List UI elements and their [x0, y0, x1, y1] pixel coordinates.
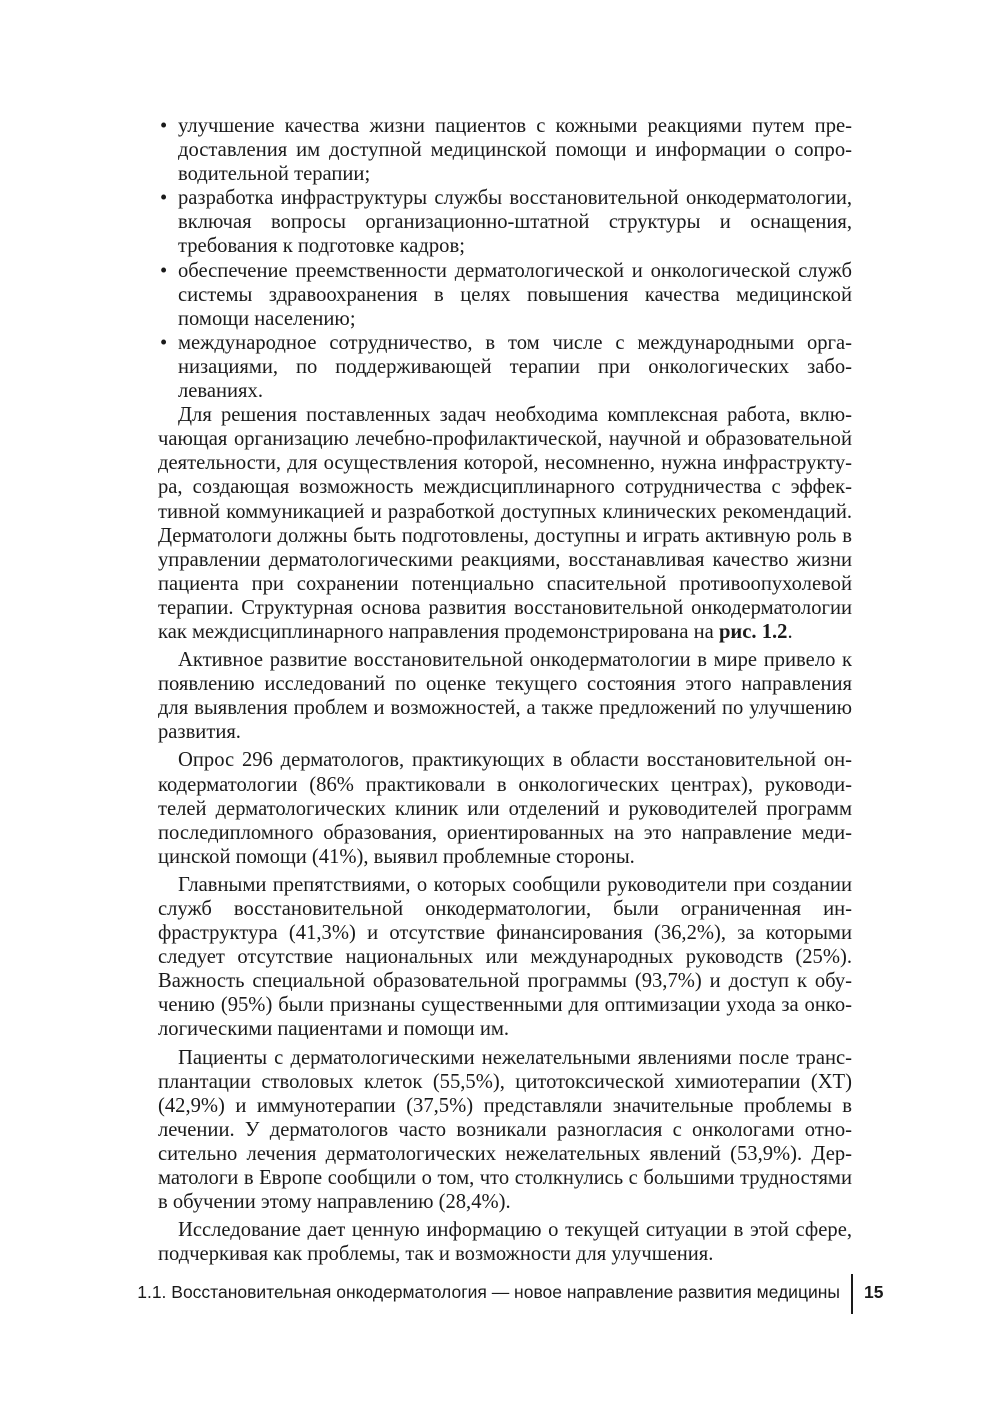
bullet-icon: • [160, 187, 168, 210]
paragraph-infrastructure [158, 403, 852, 644]
paragraph-obstacles: Главными препятствиями, о которых сообщили руководители при создании служб восстановительной онкодерматологии, были ограниченная инфраструктура (41,3%) и отсутствие финансирования (36,2%), за которыми следует отсутствие национальных или международных руководств (25%). Важность специальной образовательной программы (93,7%) и доступ к обучению (95%) были признаны существенными для оптимизации ухода за онкологическими пациентами и помощи им. [158, 873, 852, 1041]
page-number: 15 [864, 1282, 884, 1302]
goals-bullet-list [158, 114, 852, 403]
list-item-text: международное сотрудничество, в том числе с международными организациями, по поддерживающей терапии при онкологических заболеваниях. [178, 331, 852, 403]
list-item-text: улучшение качества жизни пациентов с кожными реакциями путем предоставления им доступной медицинской помощи и информации о сопроводительной терапии; [178, 115, 852, 186]
list-item [158, 114, 852, 186]
paragraph-text: Для решения поставленных задач необходима комплексная работа, включающая организацию лечебно-профилактической, научной и образовательной деятельности, для осуществления которой, несомненно, нужна инфраструктура, создающая возможность междисциплинарного сотрудничества с эффективной коммуникацией и разработкой доступных клинических рекомендаций. Дерматологи должны быть подготовлены, доступны и играть активную роль в управлении дерматологическими реакциями, восстанавливая качество жизни пациента при сохранении потенциально спасительной противоопухолевой терапии. Структурная основа развития восстановительной онкодерматологии как междисциплинарного направления продемонстрирована на [158, 404, 852, 643]
page-body [158, 114, 852, 1266]
paragraph-patients: Пациенты с дерматологическими нежелательными явлениями после трансплантации стволовых клеток (55,5%), цитотоксической химиотерапии (ХТ) (42,9%) и иммунотерапии (37,5%) представляли значительные проблемы в лечении. У дерматологов часто возникали разногласия с онкологами относительно лечения дерматологических нежелательных явлений (53,9%). Дерматологи в Европе сообщили о том, что столкнулись с большими трудностями в обучении этому направлению (28,4%). [158, 1046, 852, 1214]
list-item [158, 186, 852, 258]
paragraph-conclusion: Исследование дает ценную информацию о текущей ситуации в этой сфере, подчеркивая как проблемы, так и возможности для улучшения. [158, 1219, 852, 1266]
paragraph-survey: Опрос 296 дерматологов, практикующих в области восстановительной онкодерматологии (86% практиковали в онкологических центрах), руководителей дерматологических клиник или отделений и руководителей программ последипломного образования, ориентированных на это направление медицинской помощи (41%), выявил проблемные стороны. [158, 749, 852, 868]
list-item [158, 331, 852, 403]
list-item [158, 259, 852, 331]
page-footer [0, 1278, 1000, 1318]
list-item-text: разработка инфраструктуры службы восстановительной онкодерматологии, включая вопросы организационно-штатной структуры и оснащения, требования к подготовке кадров; [178, 187, 852, 258]
running-title: 1.1. Восстановительная онкодерматология — новое направление развития медицины [137, 1282, 840, 1302]
bullet-icon: • [160, 331, 168, 354]
list-item-text: обеспечение преемственности дерматологической и онкологической служб системы здравоохранения в целях повышения качества медицинской помощи населению; [178, 259, 852, 330]
figure-reference-link[interactable]: рис. 1.2 [718, 620, 788, 643]
bullet-icon: • [160, 259, 168, 282]
footer-divider [851, 1274, 853, 1314]
paragraph-development: Активное развитие восстановительной онкодерматологии в мире привело к появлению исследований по оценке текущего состояния этого направления для выявления проблем и возможностей, а также предложений по улучшению развития. [158, 649, 852, 744]
bullet-icon: • [160, 115, 168, 137]
paragraph-tail: . [787, 620, 793, 643]
